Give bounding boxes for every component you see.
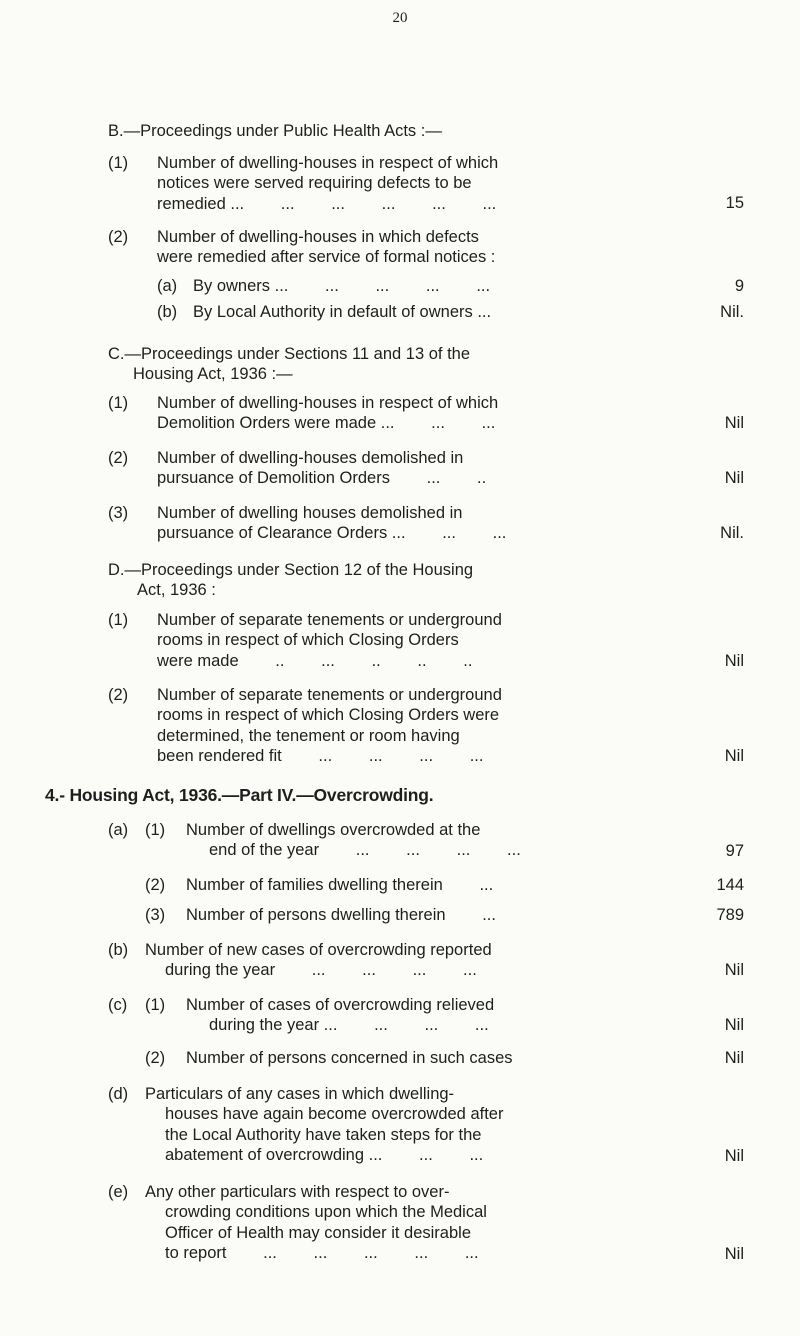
4a1-value: 97 bbox=[725, 842, 744, 860]
c3-number: (3) bbox=[108, 504, 129, 522]
text-line: Housing Act, 1936 :— bbox=[133, 365, 293, 384]
4b-letter: (b) bbox=[108, 941, 129, 959]
c1-number: (1) bbox=[108, 394, 129, 412]
4a-letter: (a) bbox=[108, 821, 129, 839]
4a3-number: (3) bbox=[145, 906, 166, 924]
4d-letter: (d) bbox=[108, 1085, 129, 1103]
section-c-heading bbox=[108, 344, 470, 385]
c3-text bbox=[157, 503, 506, 544]
text-line: Act, 1936 : bbox=[137, 581, 216, 600]
section-b-heading: B.—Proceedings under Public Health Acts :— bbox=[108, 122, 442, 140]
d2-number: (2) bbox=[108, 686, 129, 704]
text-line: remedied ... ... ... ... ... ... bbox=[157, 194, 497, 213]
4a3-text: Number of persons dwelling therein ... bbox=[186, 906, 496, 924]
text-line: Number of dwellings overcrowded at the bbox=[186, 821, 481, 839]
text-line: been rendered fit ... ... ... ... bbox=[157, 746, 484, 765]
c2-value: Nil bbox=[724, 469, 744, 487]
4c1-number: (1) bbox=[145, 996, 166, 1014]
text-line: to report ... ... ... ... ... bbox=[165, 1243, 479, 1262]
b1-text bbox=[157, 153, 498, 214]
c1-value: Nil bbox=[724, 414, 744, 432]
4d-value: Nil bbox=[724, 1147, 744, 1165]
text-line: pursuance of Demolition Orders ... .. bbox=[157, 469, 487, 488]
b2-text bbox=[157, 227, 495, 268]
d2-text bbox=[157, 685, 502, 766]
text-line: Number of cases of overcrowding relieved bbox=[186, 996, 495, 1014]
section-4-heading: 4.- Housing Act, 1936.—Part IV.—Overcrowding. bbox=[45, 785, 434, 805]
4c2-number: (2) bbox=[145, 1049, 166, 1067]
4a2-value: 144 bbox=[716, 876, 744, 894]
c1-text bbox=[157, 393, 498, 434]
text-line: notices were served requiring defects to be bbox=[157, 174, 472, 193]
text-line: Officer of Health may consider it desirable bbox=[165, 1223, 471, 1242]
b1-number: (1) bbox=[108, 154, 129, 172]
c3-value: Nil. bbox=[720, 524, 744, 542]
4b-text bbox=[145, 940, 492, 981]
text-line: abatement of overcrowding ... ... ... bbox=[165, 1145, 484, 1164]
text-line: the Local Authority have taken steps for the bbox=[165, 1125, 482, 1144]
d2-value: Nil bbox=[724, 747, 744, 765]
text-line: Number of dwelling houses demolished in bbox=[157, 504, 463, 522]
4e-text bbox=[145, 1182, 487, 1263]
text-line: Demolition Orders were made ... ... ... bbox=[157, 414, 496, 433]
b2-number: (2) bbox=[108, 228, 129, 246]
text-line: Number of separate tenements or underground bbox=[157, 686, 502, 704]
text-line: D.—Proceedings under Section 12 of the Housing bbox=[108, 561, 474, 579]
4b-value: Nil bbox=[724, 961, 744, 979]
b2a-value: 9 bbox=[734, 277, 744, 295]
b2b-letter: (b) bbox=[157, 303, 178, 321]
4a3-value: 789 bbox=[716, 906, 744, 924]
4c1-text bbox=[186, 995, 494, 1036]
c2-text bbox=[157, 448, 486, 489]
text-line: Number of new cases of overcrowding reported bbox=[145, 941, 492, 959]
c2-number: (2) bbox=[108, 449, 129, 467]
text-line: determined, the tenement or room having bbox=[157, 726, 460, 745]
4c2-text: Number of persons concerned in such cases bbox=[186, 1049, 513, 1067]
b2b-text: By Local Authority in default of owners ... bbox=[193, 303, 492, 321]
text-line: rooms in respect of which Closing Orders bbox=[157, 631, 459, 650]
text-line: pursuance of Clearance Orders ... ... ... bbox=[157, 524, 507, 543]
text-line: rooms in respect of which Closing Orders were bbox=[157, 706, 500, 725]
4c1-value: Nil bbox=[724, 1016, 744, 1034]
b2b-value: Nil. bbox=[720, 303, 744, 321]
text-line: end of the year ... ... ... ... bbox=[209, 841, 521, 860]
section-d-heading bbox=[108, 560, 473, 601]
4a2-text: Number of families dwelling therein ... bbox=[186, 876, 494, 894]
4a1-text bbox=[186, 820, 521, 861]
4c2-value: Nil bbox=[724, 1049, 744, 1067]
4e-value: Nil bbox=[724, 1245, 744, 1263]
text-line: during the year ... ... ... ... bbox=[209, 1016, 489, 1035]
4e-letter: (e) bbox=[108, 1183, 129, 1201]
4c-letter: (c) bbox=[108, 996, 128, 1014]
text-line: Number of separate tenements or underground bbox=[157, 611, 502, 629]
d1-value: Nil bbox=[724, 652, 744, 670]
text-line: were remedied after service of formal notices : bbox=[157, 248, 496, 267]
b2a-text: By owners ... ... ... ... ... bbox=[193, 277, 491, 295]
d1-text bbox=[157, 610, 502, 671]
b1-value: 15 bbox=[725, 194, 744, 212]
text-line: Any other particulars with respect to over- bbox=[145, 1183, 450, 1201]
page-number: 20 bbox=[392, 10, 408, 26]
b2a-letter: (a) bbox=[157, 277, 178, 295]
text-line: houses have again become overcrowded after bbox=[165, 1105, 504, 1124]
text-line: during the year ... ... ... ... bbox=[165, 961, 477, 980]
text-line: Number of dwelling-houses in respect of which bbox=[157, 394, 499, 412]
text-line: crowding conditions upon which the Medical bbox=[165, 1203, 487, 1222]
d1-number: (1) bbox=[108, 611, 129, 629]
text-line: were made .. ... .. .. .. bbox=[157, 651, 473, 670]
4d-text bbox=[145, 1084, 503, 1165]
text-line: Number of dwelling-houses demolished in bbox=[157, 449, 464, 467]
text-line: Number of dwelling-houses in which defects bbox=[157, 228, 479, 246]
text-line: Number of dwelling-houses in respect of which bbox=[157, 154, 499, 172]
text-line: C.—Proceedings under Sections 11 and 13 of the bbox=[108, 345, 471, 363]
4a2-number: (2) bbox=[145, 876, 166, 894]
4a1-number: (1) bbox=[145, 821, 166, 839]
text-line: Particulars of any cases in which dwelling- bbox=[145, 1085, 455, 1103]
